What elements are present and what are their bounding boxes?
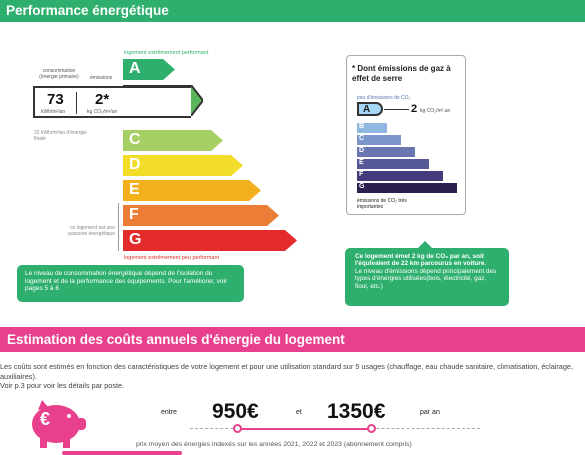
dpe-info-panel bbox=[17, 265, 244, 302]
ges-bar-d bbox=[357, 147, 415, 157]
ges-title: * Dont émissions de gaz à effet de serre bbox=[352, 64, 451, 83]
ges-letter: D bbox=[359, 147, 365, 154]
ges-bottom-label: émissions de CO₂ très importantes bbox=[357, 198, 407, 210]
ges-letter: G bbox=[359, 183, 365, 190]
value-box bbox=[33, 86, 191, 118]
cost-description-text: Les coûts sont estimés en fonction des caractéristiques de votre logement et pour une utilisation standard sur 5 usages (chauffage, eau chaude sanitaire, climatisation, éclairage, auxiliaires). bbox=[0, 362, 574, 381]
emissions-label: émissions bbox=[90, 75, 113, 81]
ges-bar-e bbox=[357, 159, 429, 169]
emissions-unit: kg CO₂/m²/an bbox=[87, 109, 118, 115]
energy-letter: A bbox=[129, 60, 141, 77]
ges-panel-pointer bbox=[418, 241, 432, 248]
ges-value: 2 bbox=[411, 103, 418, 115]
energy-letter: C bbox=[129, 131, 141, 148]
bottom-label: logement extrêmement peu performant bbox=[124, 255, 220, 261]
energy-letter: F bbox=[129, 206, 139, 223]
energy-bar-f bbox=[123, 205, 279, 226]
piggy-euro-symbol: € bbox=[40, 409, 51, 429]
cost-high: 1350€ bbox=[327, 400, 386, 423]
energy-letter: G bbox=[129, 231, 142, 248]
energy-bar-e bbox=[123, 180, 261, 201]
section-header-performance bbox=[0, 0, 585, 22]
energy-letter: E bbox=[129, 181, 140, 198]
top-label: logement extrêmement performant bbox=[124, 50, 209, 56]
ges-letter: E bbox=[359, 159, 364, 166]
energy-bar-d bbox=[123, 155, 243, 176]
ges-info-bold: Ce logement émet 2 kg de CO₂ par an, soit l'équivalent de 22 km parcourus en voiture. bbox=[355, 253, 487, 268]
passoire-note: ce logement est une passoire énergétique bbox=[68, 225, 115, 237]
ges-info-text: Le niveau d'émissions dépend principalement des types d'énergies utilisées(bois, électricité, gaz, fioul, etc.) bbox=[355, 267, 497, 290]
range-marker-high bbox=[367, 424, 376, 433]
cost-description bbox=[0, 362, 585, 391]
ges-bar-f bbox=[357, 171, 443, 181]
final-energy-note: 32 kWh/m²/an d'énergie finale bbox=[34, 130, 87, 142]
section-header-costs bbox=[0, 327, 585, 352]
ges-bar-g bbox=[357, 183, 457, 193]
cost-low: 950€ bbox=[212, 400, 259, 423]
ges-letter: C bbox=[359, 135, 365, 142]
ges-unit: kg CO₂/m².an bbox=[420, 108, 451, 114]
cost-see-more: Voir p.3 pour voir les détails par poste. bbox=[0, 381, 125, 390]
per-year-label: par an bbox=[420, 409, 440, 416]
ges-bar-b bbox=[357, 123, 387, 133]
ges-bar-c bbox=[357, 135, 401, 145]
price-note: prix moyen des énergies indexés sur les années 2021, 2022 et 2023 (abonnement compris) bbox=[136, 441, 412, 448]
ges-letter: B bbox=[359, 123, 365, 130]
dpe-info-text: Le niveau de consommation énergétique dépend de l'isolation du logement et de la performance des équipements. Pour l'améliorer, voir pages 5 à 6 bbox=[25, 270, 228, 293]
section-title: Performance énergétique bbox=[6, 3, 169, 18]
ges-letter: F bbox=[359, 171, 364, 178]
value-divider bbox=[76, 92, 77, 114]
range-fill bbox=[238, 428, 371, 430]
consumption-unit: kWh/m²/an bbox=[41, 109, 66, 115]
pink-tab bbox=[62, 451, 182, 455]
consumption-label: consommation (énergie primaire) bbox=[39, 68, 79, 80]
ges-bar-a bbox=[357, 102, 383, 116]
ges-top-label: peu d'émissions de CO₂ bbox=[357, 95, 411, 101]
consumption-value: 73 bbox=[47, 91, 64, 108]
ges-pointer-line bbox=[384, 109, 409, 110]
emissions-value: 2* bbox=[95, 91, 110, 108]
energy-bar-a bbox=[123, 59, 175, 80]
ges-letter: A bbox=[363, 104, 371, 115]
between-label: entre bbox=[161, 409, 177, 416]
ges-info-panel bbox=[345, 248, 509, 306]
energy-letter: D bbox=[129, 156, 141, 173]
passoire-bracket bbox=[118, 203, 119, 251]
piggy-bank-icon bbox=[22, 396, 92, 451]
energy-bar-g bbox=[123, 230, 297, 251]
and-label: et bbox=[296, 409, 302, 416]
range-marker-low bbox=[233, 424, 242, 433]
energy-bar-c bbox=[123, 130, 223, 151]
section-title: Estimation des coûts annuels d'énergie du logement bbox=[7, 332, 345, 347]
